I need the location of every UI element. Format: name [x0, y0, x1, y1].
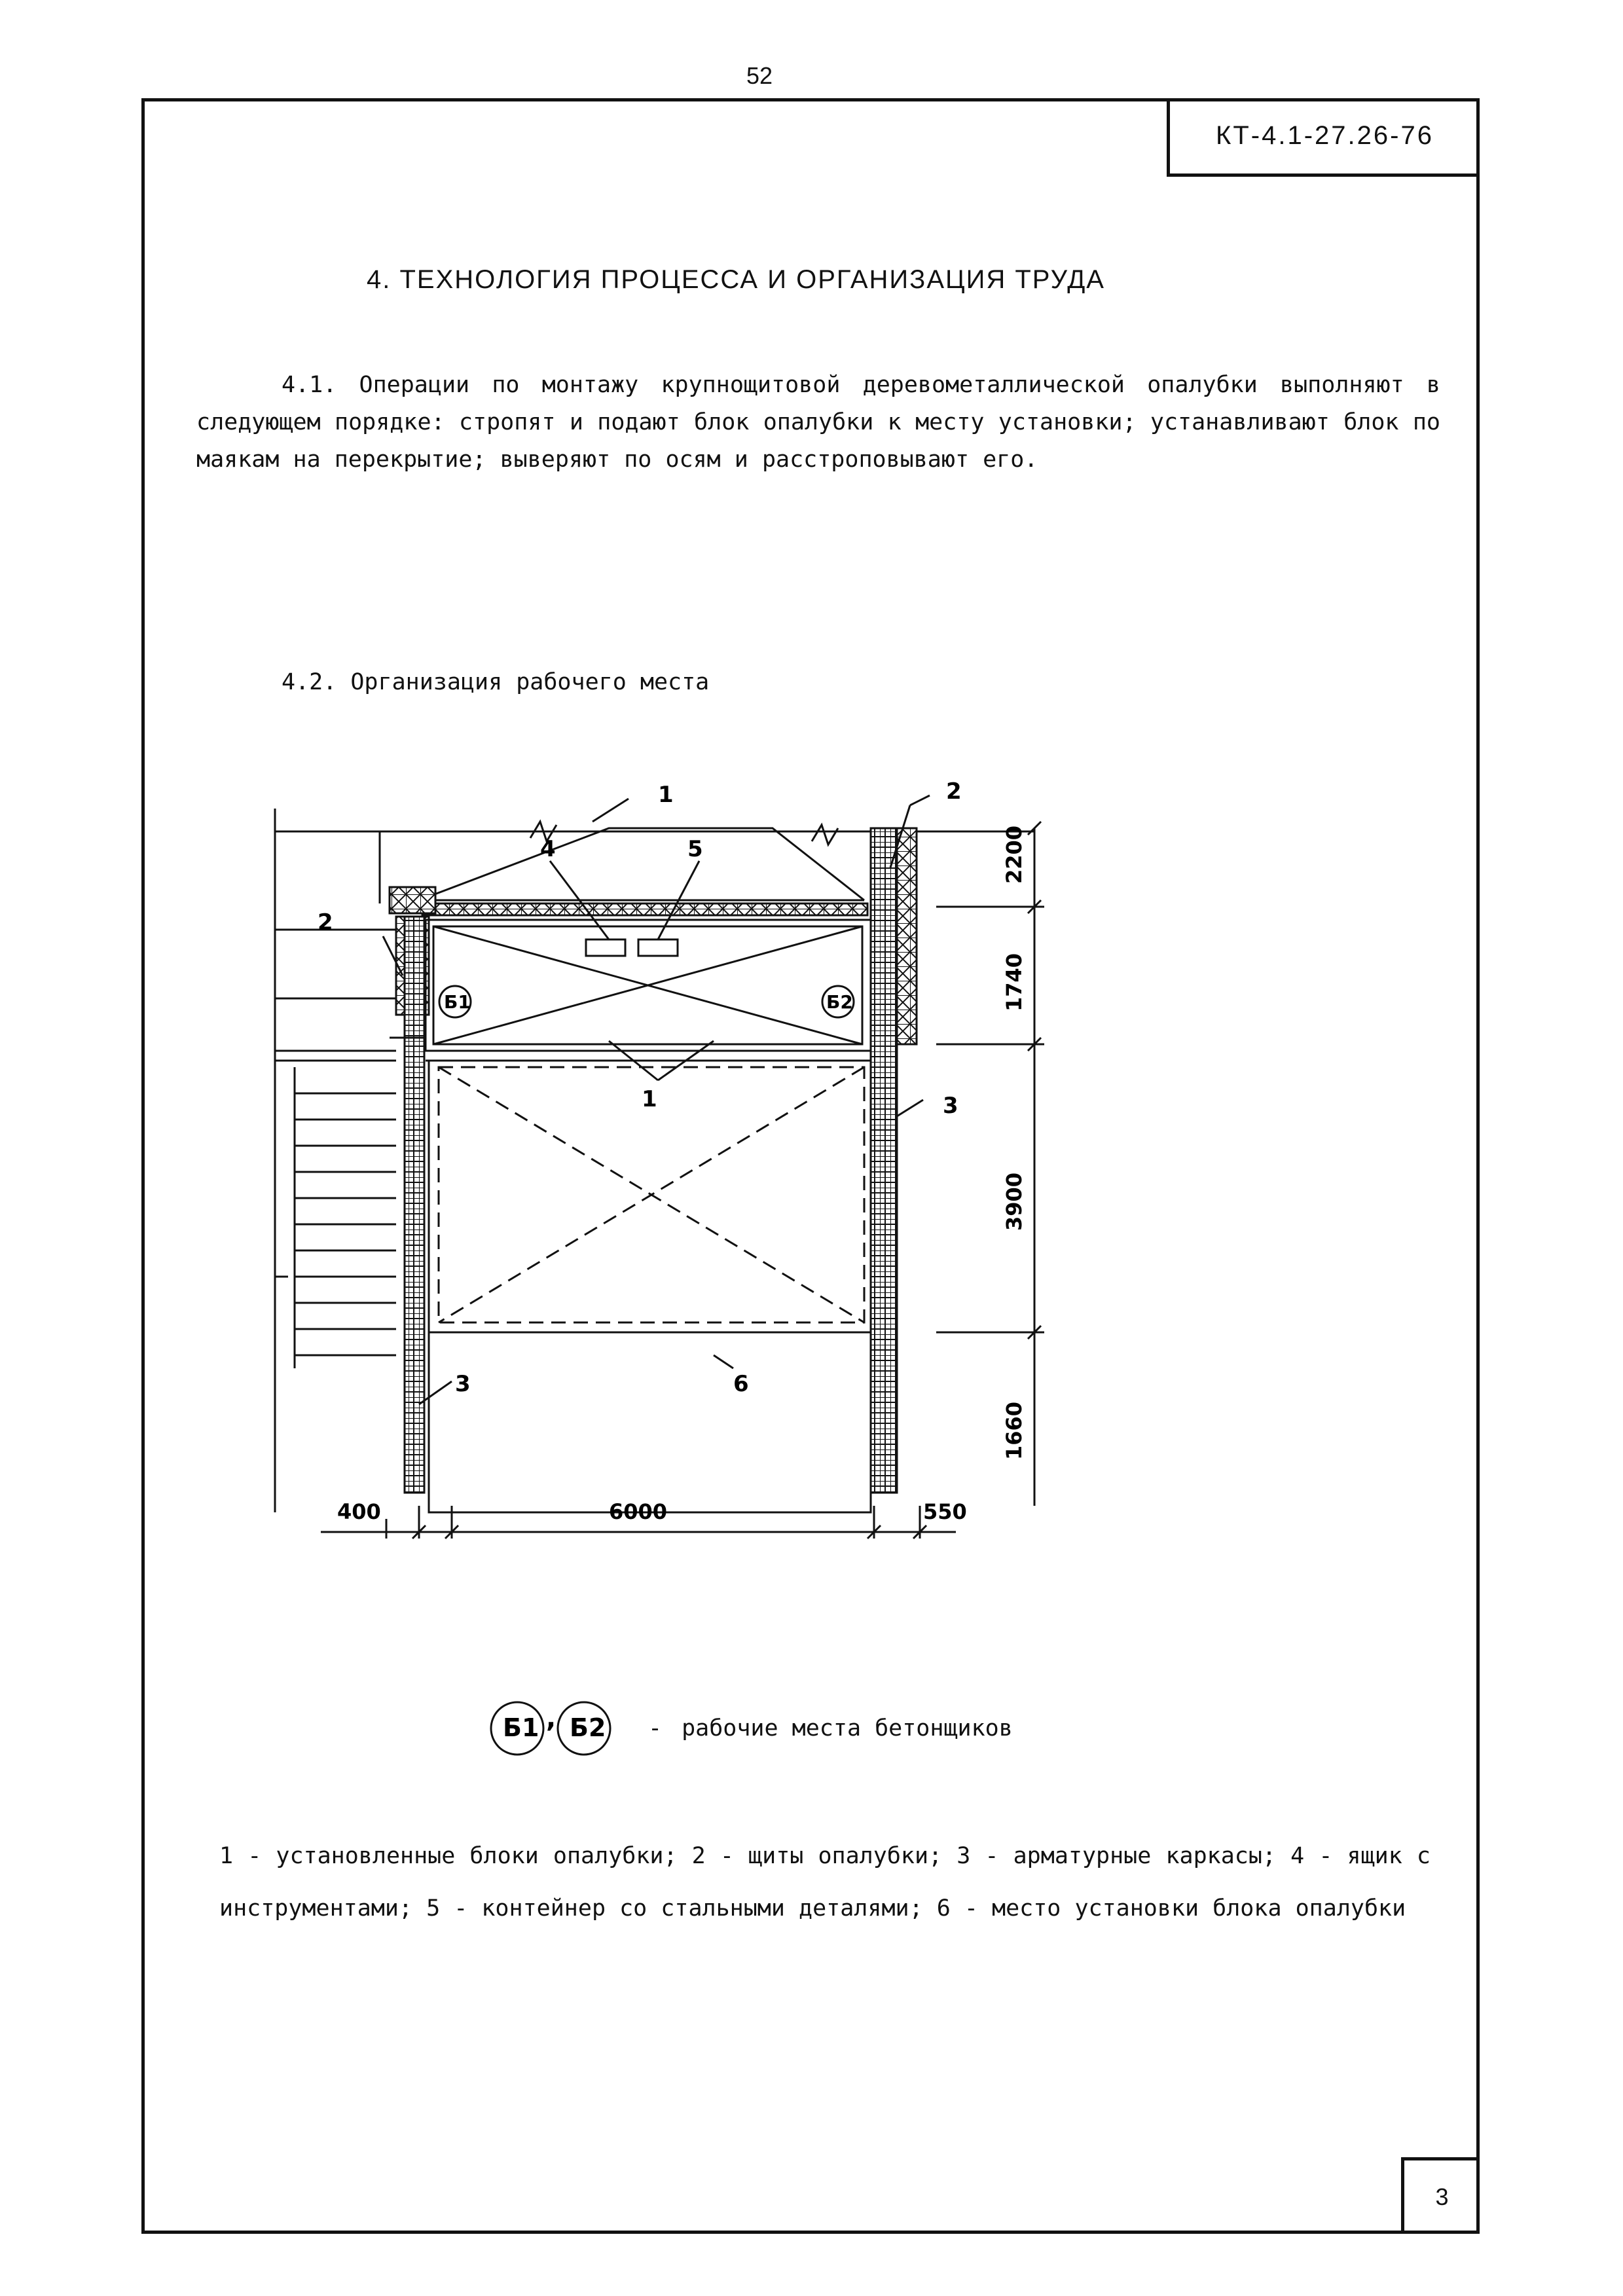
workplace-drawing	[262, 779, 1048, 1552]
dim-1660: 1660	[1002, 1401, 1027, 1460]
dim-6000: 6000	[609, 1499, 668, 1524]
callout-4: 4	[540, 836, 556, 862]
document-code: КТ-4.1-27.26-76	[1167, 98, 1480, 177]
callout-3-left: 3	[455, 1371, 471, 1397]
legend-symbols	[484, 1696, 622, 1761]
callout-6: 6	[733, 1371, 749, 1397]
callout-5: 5	[687, 836, 703, 862]
dim-550: 550	[923, 1499, 967, 1524]
legend-description: рабочие места бетонщиков	[682, 1715, 1013, 1741]
page-number: 52	[746, 62, 773, 89]
paragraph-4-1: 4.1. Операции по монтажу крупнощитовой деревометаллической опалубки выполняют в следующем порядке: стропят и подают блок опалубки к месту установки; устанавливают блок по маякам на перекрытие; выверяют по осям и расстроповывают его.	[196, 372, 1440, 473]
paragraph-4-2: 4.2. Организация рабочего места	[282, 669, 710, 695]
dim-3900: 3900	[1002, 1172, 1027, 1231]
legend-symbol-b1: Б1	[503, 1713, 539, 1742]
callout-2-right: 2	[946, 779, 962, 805]
dim-400: 400	[337, 1499, 381, 1524]
mark-b1: Б1	[444, 991, 471, 1013]
dim-2200: 2200	[1002, 825, 1027, 884]
legend-symbol-b2: Б2	[570, 1713, 606, 1742]
callout-2-left: 2	[318, 909, 333, 936]
section-title: 4. ТЕХНОЛОГИЯ ПРОЦЕССА И ОРГАНИЗАЦИЯ ТРУДА	[367, 265, 1105, 294]
mark-b2: Б2	[826, 991, 853, 1013]
legend-separator: ,	[546, 1704, 556, 1734]
callout-1-middle: 1	[642, 1086, 657, 1112]
callout-1-top: 1	[658, 782, 674, 808]
drawing-caption: 1 - установленные блоки опалубки; 2 - щиты опалубки; 3 - арматурные каркасы; 4 - ящик с инструментами; 5 - контейнер со стальными деталями; 6 - место установки блока опалубки	[219, 1843, 1431, 1922]
callout-3-right: 3	[943, 1093, 958, 1119]
legend-row	[484, 1696, 1013, 1761]
sheet-number: 3	[1401, 2157, 1480, 2234]
legend-dash: -	[648, 1715, 663, 1741]
dim-1740: 1740	[1002, 953, 1027, 1011]
